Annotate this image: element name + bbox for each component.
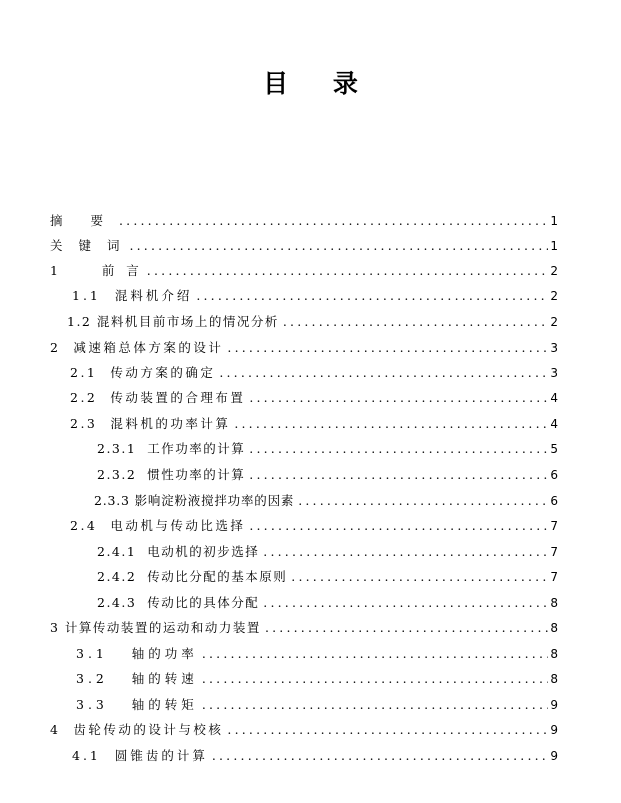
toc-entry[interactable] [97, 569, 558, 585]
toc-entry[interactable] [50, 620, 558, 636]
toc-entry-page: 1 [550, 239, 558, 253]
toc-entry-label: 4 齿轮传动的设计与校核 [50, 722, 224, 737]
toc-entry[interactable] [50, 340, 558, 356]
toc-entry-label: 3.3 轴的转矩 [76, 697, 198, 712]
toc-entry-page: 8 [550, 647, 558, 661]
toc-entry-label: 2.4.1 电动机的初步选择 [97, 544, 260, 559]
toc-leader-dots [249, 390, 548, 406]
toc-leader-dots [249, 518, 548, 534]
toc-entry-label: 摘 要 [50, 213, 115, 228]
toc-entry-page: 8 [550, 621, 558, 635]
toc-entry-page: 3 [550, 366, 558, 380]
toc-entry[interactable] [97, 467, 558, 483]
toc-entry[interactable] [76, 697, 558, 713]
toc-entry[interactable] [97, 441, 558, 457]
toc-leader-dots [249, 441, 548, 457]
toc-entry[interactable] [70, 416, 558, 432]
toc-entry-label: 2.2 传动装置的合理布置 [70, 390, 246, 405]
toc-entry-page: 2 [550, 264, 558, 278]
toc-entry[interactable] [97, 544, 558, 560]
toc-entry-label: 2.3.1 工作功率的计算 [97, 441, 246, 456]
toc-entry-label: 1.1 混料机介绍 [72, 288, 193, 303]
toc-entry-page: 7 [550, 545, 558, 559]
toc-entry-label: 2.1 传动方案的确定 [70, 365, 216, 380]
toc-leader-dots [129, 238, 548, 254]
toc-entry[interactable] [67, 314, 558, 330]
toc-entry-page: 9 [550, 698, 558, 712]
toc-leader-dots [147, 263, 549, 279]
toc-leader-dots [219, 365, 548, 381]
toc-entry[interactable] [50, 722, 558, 738]
toc-entry-label: 3.2 轴的转速 [76, 671, 198, 686]
toc-entry-label: 1.2 混料机目前市场上的情况分析 [67, 314, 279, 329]
toc-entry-label: 4.1 圆锥齿的计算 [72, 748, 208, 763]
toc-entry[interactable] [50, 263, 558, 279]
toc-entry-page: 2 [550, 315, 558, 329]
toc-entry-label: 1 前 言 [50, 263, 143, 278]
toc-entry[interactable] [72, 288, 558, 304]
toc-entry-label: 2.4.2 传动比分配的基本原则 [97, 569, 288, 584]
toc-entry-page: 8 [550, 672, 558, 686]
toc-entry-label: 2.4 电动机与传动比选择 [70, 518, 246, 533]
toc-leader-dots [202, 671, 549, 687]
toc-leader-dots [227, 340, 548, 356]
toc-leader-dots [119, 213, 548, 229]
toc-entry[interactable] [76, 646, 558, 662]
toc-leader-dots [249, 467, 548, 483]
toc-entry-label: 3 计算传动装置的运动和动力装置 [50, 620, 261, 635]
toc-entry-page: 7 [550, 519, 558, 533]
toc-leader-dots [291, 569, 548, 585]
toc-leader-dots [265, 620, 548, 636]
toc-entry-page: 6 [550, 494, 558, 508]
toc-entry[interactable] [50, 213, 558, 229]
toc-entry-label: 2 减速箱总体方案的设计 [50, 340, 224, 355]
toc-entry-page: 1 [550, 214, 558, 228]
toc-leader-dots [227, 722, 548, 738]
toc-entry[interactable] [50, 238, 558, 254]
toc-leader-dots [263, 544, 548, 560]
toc-entry[interactable] [70, 390, 558, 406]
toc-entry-page: 4 [550, 391, 558, 405]
toc-entry-page: 2 [550, 289, 558, 303]
toc-entry-label: 3.1 轴的功率 [76, 646, 198, 661]
toc-entry-page: 6 [550, 468, 558, 482]
toc-leader-dots [298, 493, 548, 509]
toc-entry-page: 9 [550, 749, 558, 763]
toc-entry[interactable] [76, 671, 558, 687]
toc-entry-page: 4 [550, 417, 558, 431]
toc-leader-dots [196, 288, 548, 304]
toc-leader-dots [212, 748, 549, 764]
toc-leader-dots [202, 697, 549, 713]
toc-entry[interactable] [70, 518, 558, 534]
toc-entry[interactable] [70, 365, 558, 381]
toc-entry-page: 5 [550, 442, 558, 456]
toc-entry[interactable] [94, 493, 558, 509]
page-title: 目 录 [263, 69, 376, 98]
toc-entry[interactable] [72, 748, 558, 764]
toc-leader-dots [234, 416, 548, 432]
toc-entry-label: 2.3.2 惯性功率的计算 [97, 467, 246, 482]
toc-entry-page: 7 [550, 570, 558, 584]
toc-entry-label: 2.3 混料机的功率计算 [70, 416, 231, 431]
toc-entry-label: 2.3.3 影响淀粉液搅拌功率的因素 [94, 493, 295, 508]
toc-leader-dots [283, 314, 549, 330]
toc-entry-page: 9 [550, 723, 558, 737]
toc-entry-label: 2.4.3 传动比的具体分配 [97, 595, 260, 610]
toc-leader-dots [263, 595, 548, 611]
toc-entry-label: 关 键 词 [50, 238, 126, 253]
toc-entry-page: 3 [550, 341, 558, 355]
toc-entry-page: 8 [550, 596, 558, 610]
toc-leader-dots [202, 646, 549, 662]
toc-entry[interactable] [97, 595, 558, 611]
